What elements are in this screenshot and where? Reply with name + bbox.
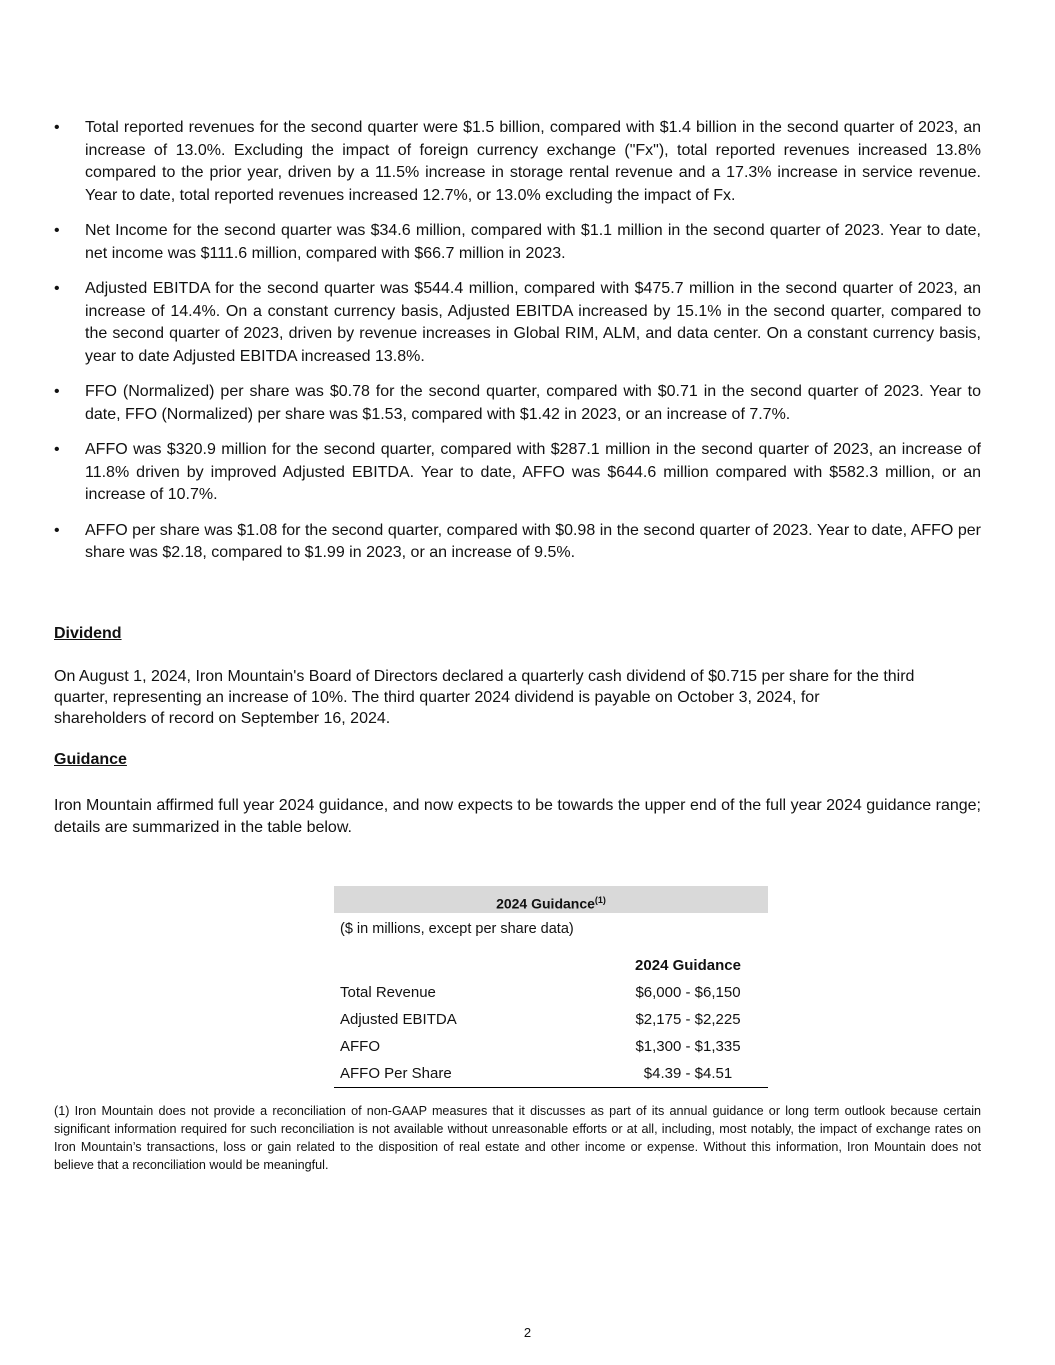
footnote: (1) Iron Mountain does not provide a reconciliation of non-GAAP measures that it discusses as part of its annual guidance or long term outlook because certain significant information required for such reconciliation is not available without unreasonable efforts or at all, including, most notably, the impact of exchange rates on Iron Mountain’s transactions, loss or gain related to the disposition of real estate and other income or expense. Without this information, Iron Mountain does not believe that a reconciliation would be meaningful. [54, 1104, 981, 1172]
bullet-text: AFFO was $320.9 million for the second quarter, compared with $287.1 million in the second quarter of 2023, an increase of 11.8% driven by improved Adjusted EBITDA. Year to date, AFFO was $644.6 million compared with $582.3 million, or an increase of 10.7%. [85, 441, 981, 503]
bullet-icon: • [54, 383, 60, 400]
row-value: $2,175 - $2,225 [635, 1011, 741, 1028]
bullet-text: Total reported revenues for the second quarter were $1.5 billion, compared with $1.4 billion in the second quarter of 2023, an increase of 13.0%. Excluding the impact of foreign currency exchange ("Fx"), total reported revenues increased 13.8% compared to the prior year, driven by a 11.5% increase in storage rental revenue and a 17.3% increase in service revenue. Year to date, total reported revenues increased 12.7%, or 13.0% excluding the impact of Fx. [85, 119, 981, 204]
row-value: $6,000 - $6,150 [635, 984, 741, 1001]
page-number: 2 [523, 1325, 532, 1340]
column-header: 2024 Guidance [635, 957, 741, 974]
table-units: ($ in millions, except per share data) [340, 921, 574, 937]
row-label: AFFO Per Share [340, 1065, 452, 1082]
table-row [334, 1006, 768, 1033]
dividend-paragraph [54, 666, 981, 729]
bullet-icon: • [54, 280, 60, 297]
footnote-marker: (1) [594, 895, 606, 905]
table-row [334, 1033, 768, 1060]
list-item [54, 278, 981, 368]
bullet-text: AFFO per share was $1.08 for the second quarter, compared with $0.98 in the second quarter of 2023. Year to date, AFFO per share was $2.18, compared to $1.99 in 2023, or an increase of 9.5%. [85, 521, 981, 561]
row-label: Total Revenue [340, 984, 436, 1001]
dividend-line: On August 1, 2024, Iron Mountain's Board of Directors declared a quarterly cash dividend of $0.715 per share for the third [54, 668, 915, 685]
list-item [54, 220, 981, 265]
row-label: AFFO [340, 1038, 380, 1055]
row-value: $1,300 - $1,335 [635, 1038, 741, 1055]
guidance-heading: Guidance [54, 751, 127, 768]
bullet-icon: • [54, 222, 60, 239]
bullet-icon: • [54, 521, 60, 539]
table-row [334, 979, 768, 1006]
table-row [334, 1060, 768, 1088]
table-title-text: 2024 Guidance [496, 895, 595, 912]
dividend-heading: Dividend [54, 625, 122, 642]
guidance-table [334, 886, 768, 1088]
bullet-text: Net Income for the second quarter was $34.6 million, compared with $1.1 million in the second quarter of 2023. Year to date, net income was $111.6 million, compared with $66.7 million in 2023. [85, 222, 981, 262]
list-item [54, 117, 981, 207]
list-item [54, 381, 981, 426]
list-item [54, 439, 981, 507]
table-header-row [334, 952, 768, 979]
table-title [334, 886, 768, 913]
row-value: $4.39 - $4.51 [643, 1065, 733, 1082]
list-item [54, 520, 981, 565]
guidance-paragraph: Iron Mountain affirmed full year 2024 guidance, and now expects to be towards the upper end of the full year 2024 guidance range; details are summarized in the table below. [54, 797, 981, 836]
dividend-line: quarter, representing an increase of 10%. The third quarter 2024 dividend is payable on October 3, 2024, for [54, 689, 820, 706]
bullet-text: FFO (Normalized) per share was $0.78 for the second quarter, compared with $0.71 in the second quarter of 2023. Year to date, FFO (Normalized) per share was $1.53, compared with $1.42 in 2023, or an increase of 7.7%. [85, 383, 981, 423]
bullet-icon: • [54, 119, 60, 136]
bullet-icon: • [54, 441, 60, 458]
bullet-text: Adjusted EBITDA for the second quarter was $544.4 million, compared with $475.7 million in the second quarter of 2023, an increase of 14.4%. On a constant currency basis, Adjusted EBITDA increased by 15.1% in the second quarter, compared to the second quarter of 2023, driven by revenue increases in Global RIM, ALM, and data center. On a constant currency basis, year to date Adjusted EBITDA increased 13.8%. [85, 280, 981, 365]
row-label: Adjusted EBITDA [340, 1011, 457, 1028]
highlights-list [54, 117, 981, 578]
dividend-line: shareholders of record on September 16, 2024. [54, 710, 391, 727]
